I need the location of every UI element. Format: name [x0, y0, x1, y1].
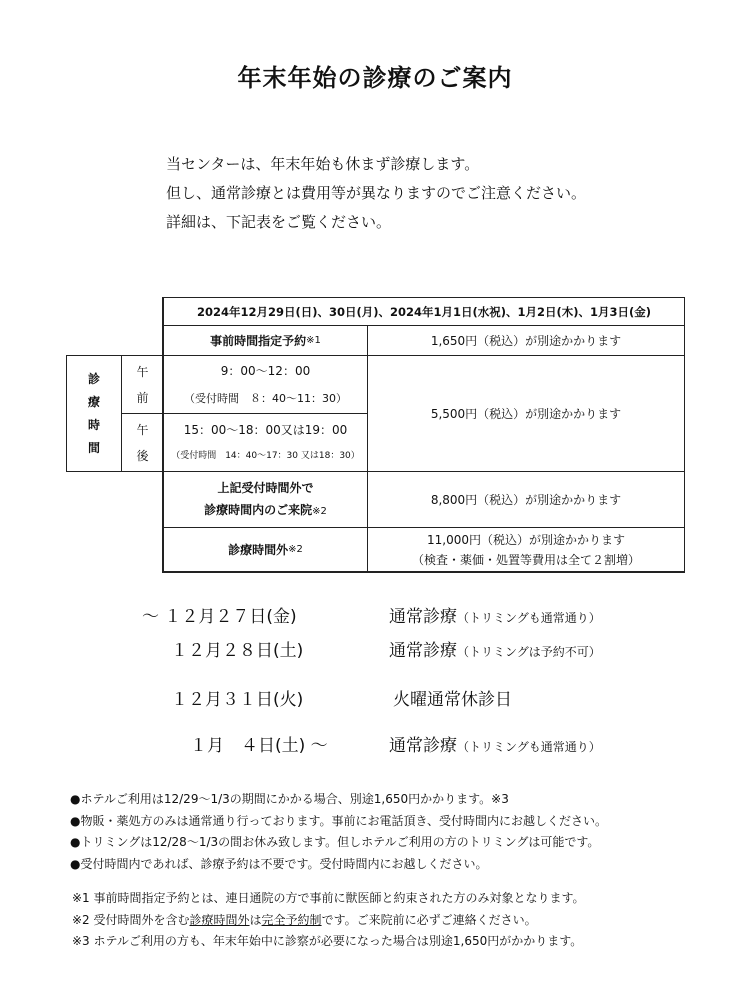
schedule-status: 通常診療（トリミングも通常通り） — [389, 736, 601, 756]
schedule-status: 火曜通常休診日 — [393, 690, 512, 710]
pm-label: 午 後 — [136, 422, 149, 463]
outside-reception-label: 上記受付時間外で 診療時間内のご来院※2 — [204, 480, 327, 517]
schedule-status: 通常診療（トリミングは予約不可） — [389, 641, 601, 661]
clinic-fee: 5,500円（税込）が別途かかります — [430, 406, 622, 421]
notice-item: ●受付時間内であれば、診療予約は不要です。受付時間内にお越しください。 — [70, 856, 488, 871]
table-header-dates: 2024年12月29日(日)、30日(月)、2024年1月1日(水祝)、1月2日(木)、1月3日(金) — [196, 304, 652, 319]
am-label: 午 前 — [136, 364, 149, 405]
outside-hours-fee: 11,000円（税込）が別途かかります （検査・薬価・処置等費用は全て２割増） — [411, 532, 640, 567]
notice-item: ●物販・薬処方のみは通常通り行っております。事前にお電話頂き、受付時間内にお越しください。 — [70, 813, 608, 828]
am-hours: 9：00〜12：00 （受付時間 ８：40〜11：30） — [184, 363, 347, 405]
notice-item: ●ホテルご利用は12/29〜1/3の期間にかかる場合、別途1,650円かかります。※3 — [70, 792, 509, 806]
footnote-2: ※2 受付時間外を含む診療時間外は完全予約制です。ご来院前に必ずご連絡ください。 — [72, 912, 537, 927]
schedule-date: １２月３１日(火) — [171, 690, 304, 710]
footnote-3: ※3 ホテルご利用の方も、年末年始中に診察が必要になった場合は別途1,650円がかかります。 — [72, 934, 583, 948]
schedule-date: １月 ４日(土) 〜 — [190, 736, 328, 756]
notice-list — [70, 789, 607, 875]
footnote-1: ※1 事前時間指定予約とは、連日通院の方で事前に獣医師と約束された方のみ対象となります。 — [72, 891, 585, 905]
intro-line: 詳細は、下記表をご覧ください。 — [166, 213, 392, 231]
intro-line: 但し、通常診療とは費用等が異なりますのでご注意ください。 — [166, 184, 587, 202]
schedule-date: 〜 １２月２７日(金) — [142, 607, 297, 627]
clinic-hours-label: 診 療 時 間 — [87, 371, 100, 455]
page-title: 年末年始の診療のご案内 — [237, 64, 513, 92]
footnotes — [72, 888, 585, 953]
pm-hours: 15：00〜18：00又は19：00 （受付時間 14：40〜17：30 又は18：30） — [171, 422, 360, 461]
appointment-label: 事前時間指定予約 ※1 — [210, 333, 321, 348]
outside-hours-label: 診療時間外 ※2 — [228, 542, 303, 557]
notice-item: ●トリミングは12/28〜1/3の間お休み致します。但しホテルご利用の方のトリミングは可能です。 — [70, 835, 600, 849]
schedule-date: １２月２８日(土) — [171, 641, 304, 661]
appointment-fee: 1,650円（税込）が別途かかります — [430, 333, 622, 348]
schedule-status: 通常診療（トリミングも通常通り） — [389, 607, 601, 627]
intro-line: 当センターは、年末年始も休まず診療します。 — [166, 155, 480, 173]
outside-reception-fee: 8,800円（税込）が別途かかります — [430, 492, 622, 507]
intro-text — [166, 150, 586, 237]
